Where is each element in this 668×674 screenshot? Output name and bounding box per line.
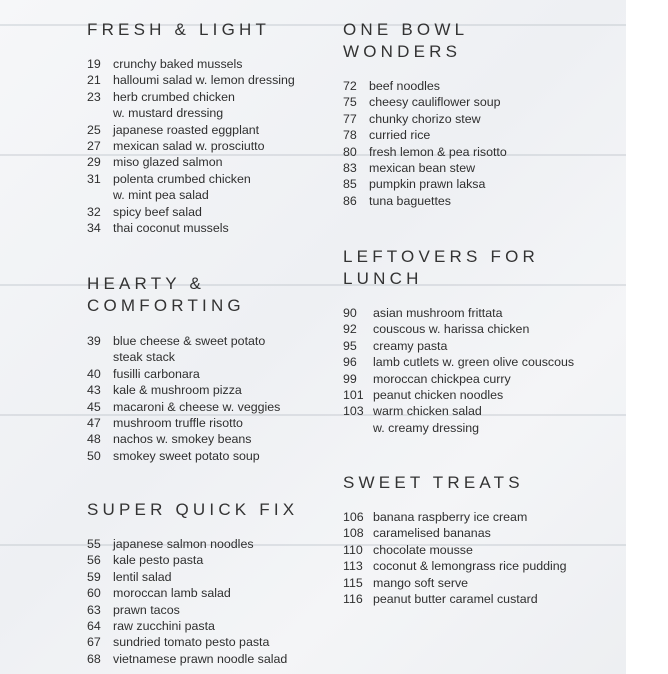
recipe-name: halloumi salad w. lemon dressing [113,73,295,88]
recipe-name: nachos w. smokey beans [113,432,252,447]
section-title: SWEET TREATS [343,473,524,492]
page-number: 96 [343,355,357,370]
recipe-item [87,171,295,204]
recipe-name: cheesy cauliflower soup [369,95,501,110]
page-number: 23 [87,89,101,104]
recipe-list [87,56,295,236]
page-number: 59 [87,569,101,584]
recipe-name: vietnamese prawn noodle salad [113,651,288,666]
recipe-item [87,333,280,366]
recipe-name: sundried tomato pesto pasta [113,635,270,650]
recipe-list [343,78,507,209]
recipe-item [87,536,298,552]
recipe-item [87,585,298,601]
recipe-item [87,220,295,236]
section-fresh-light [87,19,295,236]
recipe-name: banana raspberry ice cream [373,510,528,524]
recipe-item [343,176,507,192]
page-number: 106 [343,510,364,524]
recipe-item [343,305,574,321]
recipe-name: pumpkin prawn laksa [369,177,486,192]
page-number: 50 [87,448,101,463]
page-number: 27 [87,139,101,154]
section-title: FRESH & LIGHT [87,20,271,39]
page-number: 55 [87,537,101,551]
page-number: 40 [87,366,101,381]
recipe-name: kale pesto pasta [113,553,204,568]
recipe-name: fresh lemon & pea risotto [369,144,507,159]
page-number: 83 [343,161,357,176]
recipe-item [87,634,298,650]
recipe-name: asian mushroom frittata [373,306,503,320]
recipe-name: creamy pasta [373,338,448,353]
recipe-item [87,415,280,431]
recipe-name: moroccan chickpea curry [373,371,511,386]
section-super-quick-fix [87,499,298,667]
recipe-list [343,305,574,436]
page-number: 103 [343,404,364,419]
recipe-item [343,542,567,558]
recipe-item [343,338,574,354]
recipe-list [343,509,567,607]
recipe-name: miso glazed salmon [113,155,223,170]
recipe-item [343,371,574,387]
page-number: 60 [87,586,101,601]
page-number: 75 [343,95,357,110]
page-number: 25 [87,122,101,137]
recipe-name: moroccan lamb salad [113,586,231,601]
recipe-item [343,94,507,110]
recipe-name: raw zucchini pasta [113,619,215,634]
page-number: 43 [87,383,101,398]
page-margin-strip [626,0,668,674]
section-sweet-treats [343,472,567,607]
section-hearty-comforting [87,273,280,464]
recipe-name: macaroni & cheese w. veggies [113,399,281,414]
recipe-item [87,72,295,88]
recipe-name: blue cheese & sweet potato steak stack [113,334,266,365]
recipe-name: couscous w. harissa chicken [373,322,530,337]
recipe-item [343,127,507,143]
recipe-item [87,122,295,138]
recipe-name: coconut & lemongrass rice pudding [373,559,567,574]
recipe-item [87,618,298,634]
recipe-item [87,204,295,220]
page-number: 45 [87,399,101,414]
section-one-bowl-wonders [343,19,507,209]
page-number: 21 [87,73,101,88]
page-number: 92 [343,322,357,337]
recipe-name: tuna baguettes [369,193,451,208]
recipe-item [343,111,507,127]
recipe-name: curried rice [369,128,431,143]
page-number: 29 [87,155,101,170]
recipe-name: polenta crumbed chicken w. mint pea salad [113,171,251,203]
recipe-item [87,56,295,72]
section-title: LEFTOVERS FOR LUNCH [343,247,539,288]
recipe-name: lentil salad [113,569,172,584]
page-number: 85 [343,177,357,192]
page-number: 78 [343,128,357,143]
recipe-item [87,602,298,618]
section-title: ONE BOWL WONDERS [343,20,469,61]
recipe-item [87,366,280,382]
recipe-item [87,399,280,415]
page-number: 86 [343,193,357,208]
recipe-name: chocolate mousse [373,542,473,557]
page-number: 115 [343,575,363,590]
page-number: 47 [87,416,101,431]
recipe-item [343,78,507,94]
recipe-name: peanut chicken noodles [373,388,504,403]
recipe-name: fusilli carbonara [113,366,200,381]
section-leftovers-for-lunch [343,246,574,436]
recipe-name: peanut butter caramel custard [373,592,538,607]
recipe-name: prawn tacos [113,602,180,617]
recipe-item [87,431,280,447]
page-number: 101 [343,388,364,403]
recipe-name: mango soft serve [373,575,469,590]
recipe-name: kale & mushroom pizza [113,383,242,398]
page-number: 90 [343,306,357,320]
recipe-item [87,138,295,154]
recipe-name: beef noodles [369,79,440,93]
section-title: SUPER QUICK FIX [87,500,299,519]
recipe-item [87,382,280,398]
recipe-item [87,651,298,667]
recipe-item [343,509,567,525]
recipe-item [343,525,567,541]
recipe-item [343,558,567,574]
page-number: 113 [343,559,363,574]
page-number: 39 [87,334,101,348]
recipe-name: japanese salmon noodles [113,537,254,551]
recipe-name: spicy beef salad [113,204,202,219]
recipe-item [87,89,295,122]
recipe-item [87,154,295,170]
recipe-list [87,536,298,667]
page-number: 34 [87,221,101,236]
page-number: 31 [87,171,101,186]
recipe-item [87,552,298,568]
page-number: 68 [87,651,101,666]
recipe-name: caramelised bananas [373,526,491,541]
recipe-name: smokey sweet potato soup [113,448,260,463]
recipe-name: herb crumbed chicken w. mustard dressing [113,89,235,121]
recipe-item [343,354,574,370]
recipe-name: thai coconut mussels [113,221,229,236]
page-number: 116 [343,592,363,607]
recipe-item [343,403,574,436]
recipe-name: crunchy baked mussels [113,57,243,71]
recipe-item [343,321,574,337]
recipe-name: warm chicken salad w. creamy dressing [373,404,482,435]
page-number: 99 [343,371,357,386]
page-number: 67 [87,635,101,650]
page-number: 80 [343,144,357,159]
recipe-item [343,575,567,591]
recipe-name: japanese roasted eggplant [113,122,260,137]
page-number: 108 [343,526,364,541]
recipe-item [87,448,280,464]
recipe-item [343,591,567,607]
recipe-item [87,569,298,585]
recipe-name: mushroom truffle risotto [113,416,243,431]
page-number: 56 [87,553,101,568]
recipe-item [343,160,507,176]
recipe-name: chunky chorizo stew [369,111,481,126]
page-number: 95 [343,338,357,353]
recipe-item [343,193,507,209]
recipe-list [87,333,280,464]
recipe-item [343,144,507,160]
page-number: 72 [343,79,357,93]
page-number: 77 [343,111,357,126]
page-number: 64 [87,619,101,634]
recipe-name: mexican salad w. prosciutto [113,139,265,154]
recipe-name: lamb cutlets w. green olive couscous [373,355,575,370]
page-number: 48 [87,432,101,447]
page-number: 63 [87,602,101,617]
page-number: 32 [87,204,101,219]
section-title: HEARTY & COMFORTING [87,274,245,315]
page-number: 110 [343,542,363,557]
page-number: 19 [87,57,101,71]
recipe-name: mexican bean stew [369,161,476,176]
recipe-item [343,387,574,403]
